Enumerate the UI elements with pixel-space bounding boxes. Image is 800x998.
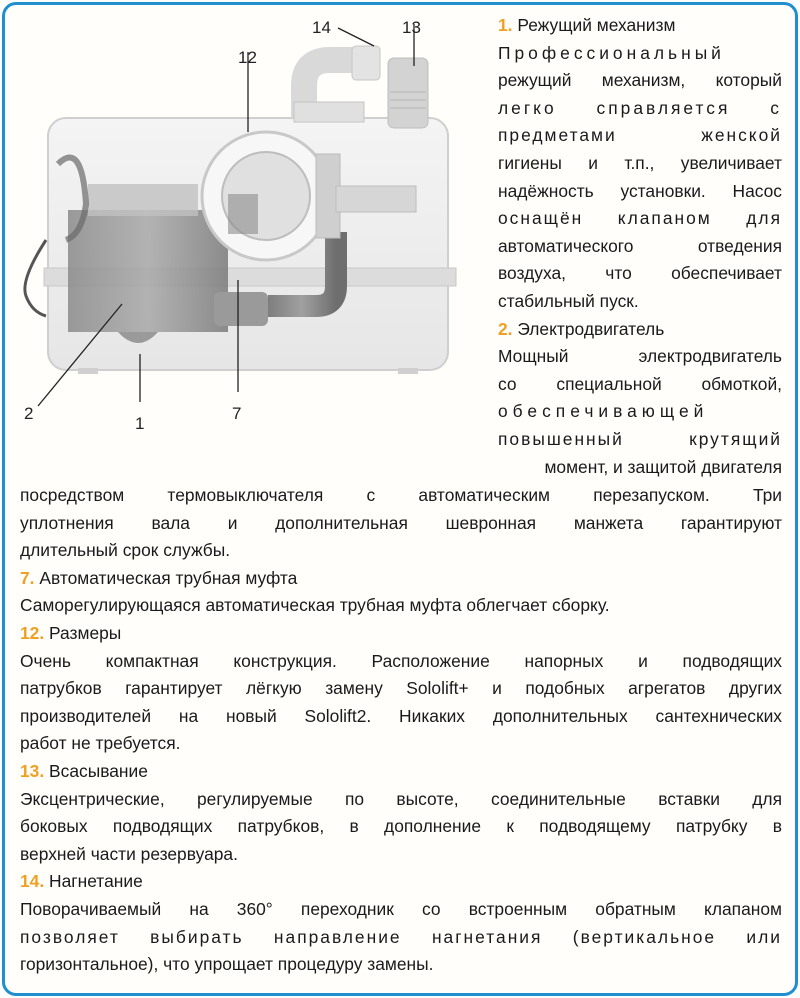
text-line: патрубков гарантирует лёгкую замену Sololift+ и подобных агрегатов других [20,678,782,699]
section-title: Автоматическая трубная муфта [39,567,298,588]
section-number: 13. [20,760,45,781]
section-number: 12. [20,622,45,643]
section-heading [20,620,782,648]
callout-2: 2 [24,404,34,423]
pump-illustration [18,14,478,454]
section-heading [498,316,782,344]
callout-14: 14 [312,18,331,37]
section-electric-motor [498,316,782,482]
text-line: оснащён клапаном для [498,208,782,229]
text-line: предметами женской [498,125,782,146]
text-line: верхней части резервуара. [20,843,238,864]
section-cutting-mechanism [498,12,782,316]
text-line: Мощный электродвигатель [498,346,782,367]
section-heading [20,868,782,896]
text-line: момент, и защитой двигателя [544,456,782,477]
text-line: горизонтальное), что упрощает процедуру замены. [20,954,434,975]
section-heading [20,758,782,786]
full-width-text [20,482,782,979]
text-line: воздуха, что обеспечивает [498,263,782,284]
text-line: уплотнения вала и дополнительная шевронная манжета гарантируют [20,512,782,533]
section-dimensions [20,620,782,758]
text-line: производителей на новый Sololift2. Никаких дополнительных сантехнических [20,705,782,726]
text-line: боковых подводящих патрубков, в дополнение к подводящему патрубку в [20,816,782,837]
section-title: Режущий механизм [517,15,676,35]
text-line: Очень компактная конструкция. Расположение напорных и подводящих [20,650,782,671]
section-discharge [20,868,782,978]
text-line: повышенный крутящий [498,428,782,449]
section-title: Электродвигатель [517,318,665,339]
text-line: Эксцентрические, регулируемые по высоте, соединительные вставки для [20,788,782,809]
section-number: 1. [498,15,513,35]
section-number: 7. [20,567,35,588]
text-line: позволяет выбирать направление нагнетания (вертикальное или [20,926,782,947]
section-title: Всасывание [49,760,148,781]
section-pipe-coupling [20,565,782,620]
callout-12: 12 [238,48,257,67]
text-line: Профессиональный [498,42,725,63]
pump-diagram [18,14,478,454]
text-line: длительный срок службы. [20,540,231,561]
text-line: Саморегулирующаяся автоматическая трубная муфта облегчает сборку. [20,595,610,616]
callout-13: 13 [402,18,421,37]
section-title: Нагнетание [49,871,143,892]
section-number: 14. [20,871,45,892]
text-line: режущий механизм, который [498,70,782,91]
text-line: автоматического отведения [498,235,782,256]
text-line: посредством термовыключателя с автоматическим перезапуском. Три [20,485,782,505]
text-line: работ не требуется. [20,733,181,754]
text-line: стабильный пуск. [498,290,639,311]
text-line: легко справляется с [498,97,782,118]
right-text-column [498,12,782,481]
text-line: со специальной обмоткой, [498,373,782,394]
section-title: Размеры [49,622,122,643]
section-suction [20,758,782,868]
section-number: 2. [498,318,513,339]
text-line: Поворачиваемый на 360° переходник со встроенным обратным клапаном [20,898,782,919]
callout-7: 7 [232,404,242,423]
callout-1: 1 [135,414,145,433]
section-heading [20,565,782,593]
text-line: надёжность установки. Насос [498,180,782,201]
text-line: обеспечивающей [498,401,709,422]
text-line: гигиены и т.п., увеличивает [498,152,782,173]
section-heading [498,12,782,40]
